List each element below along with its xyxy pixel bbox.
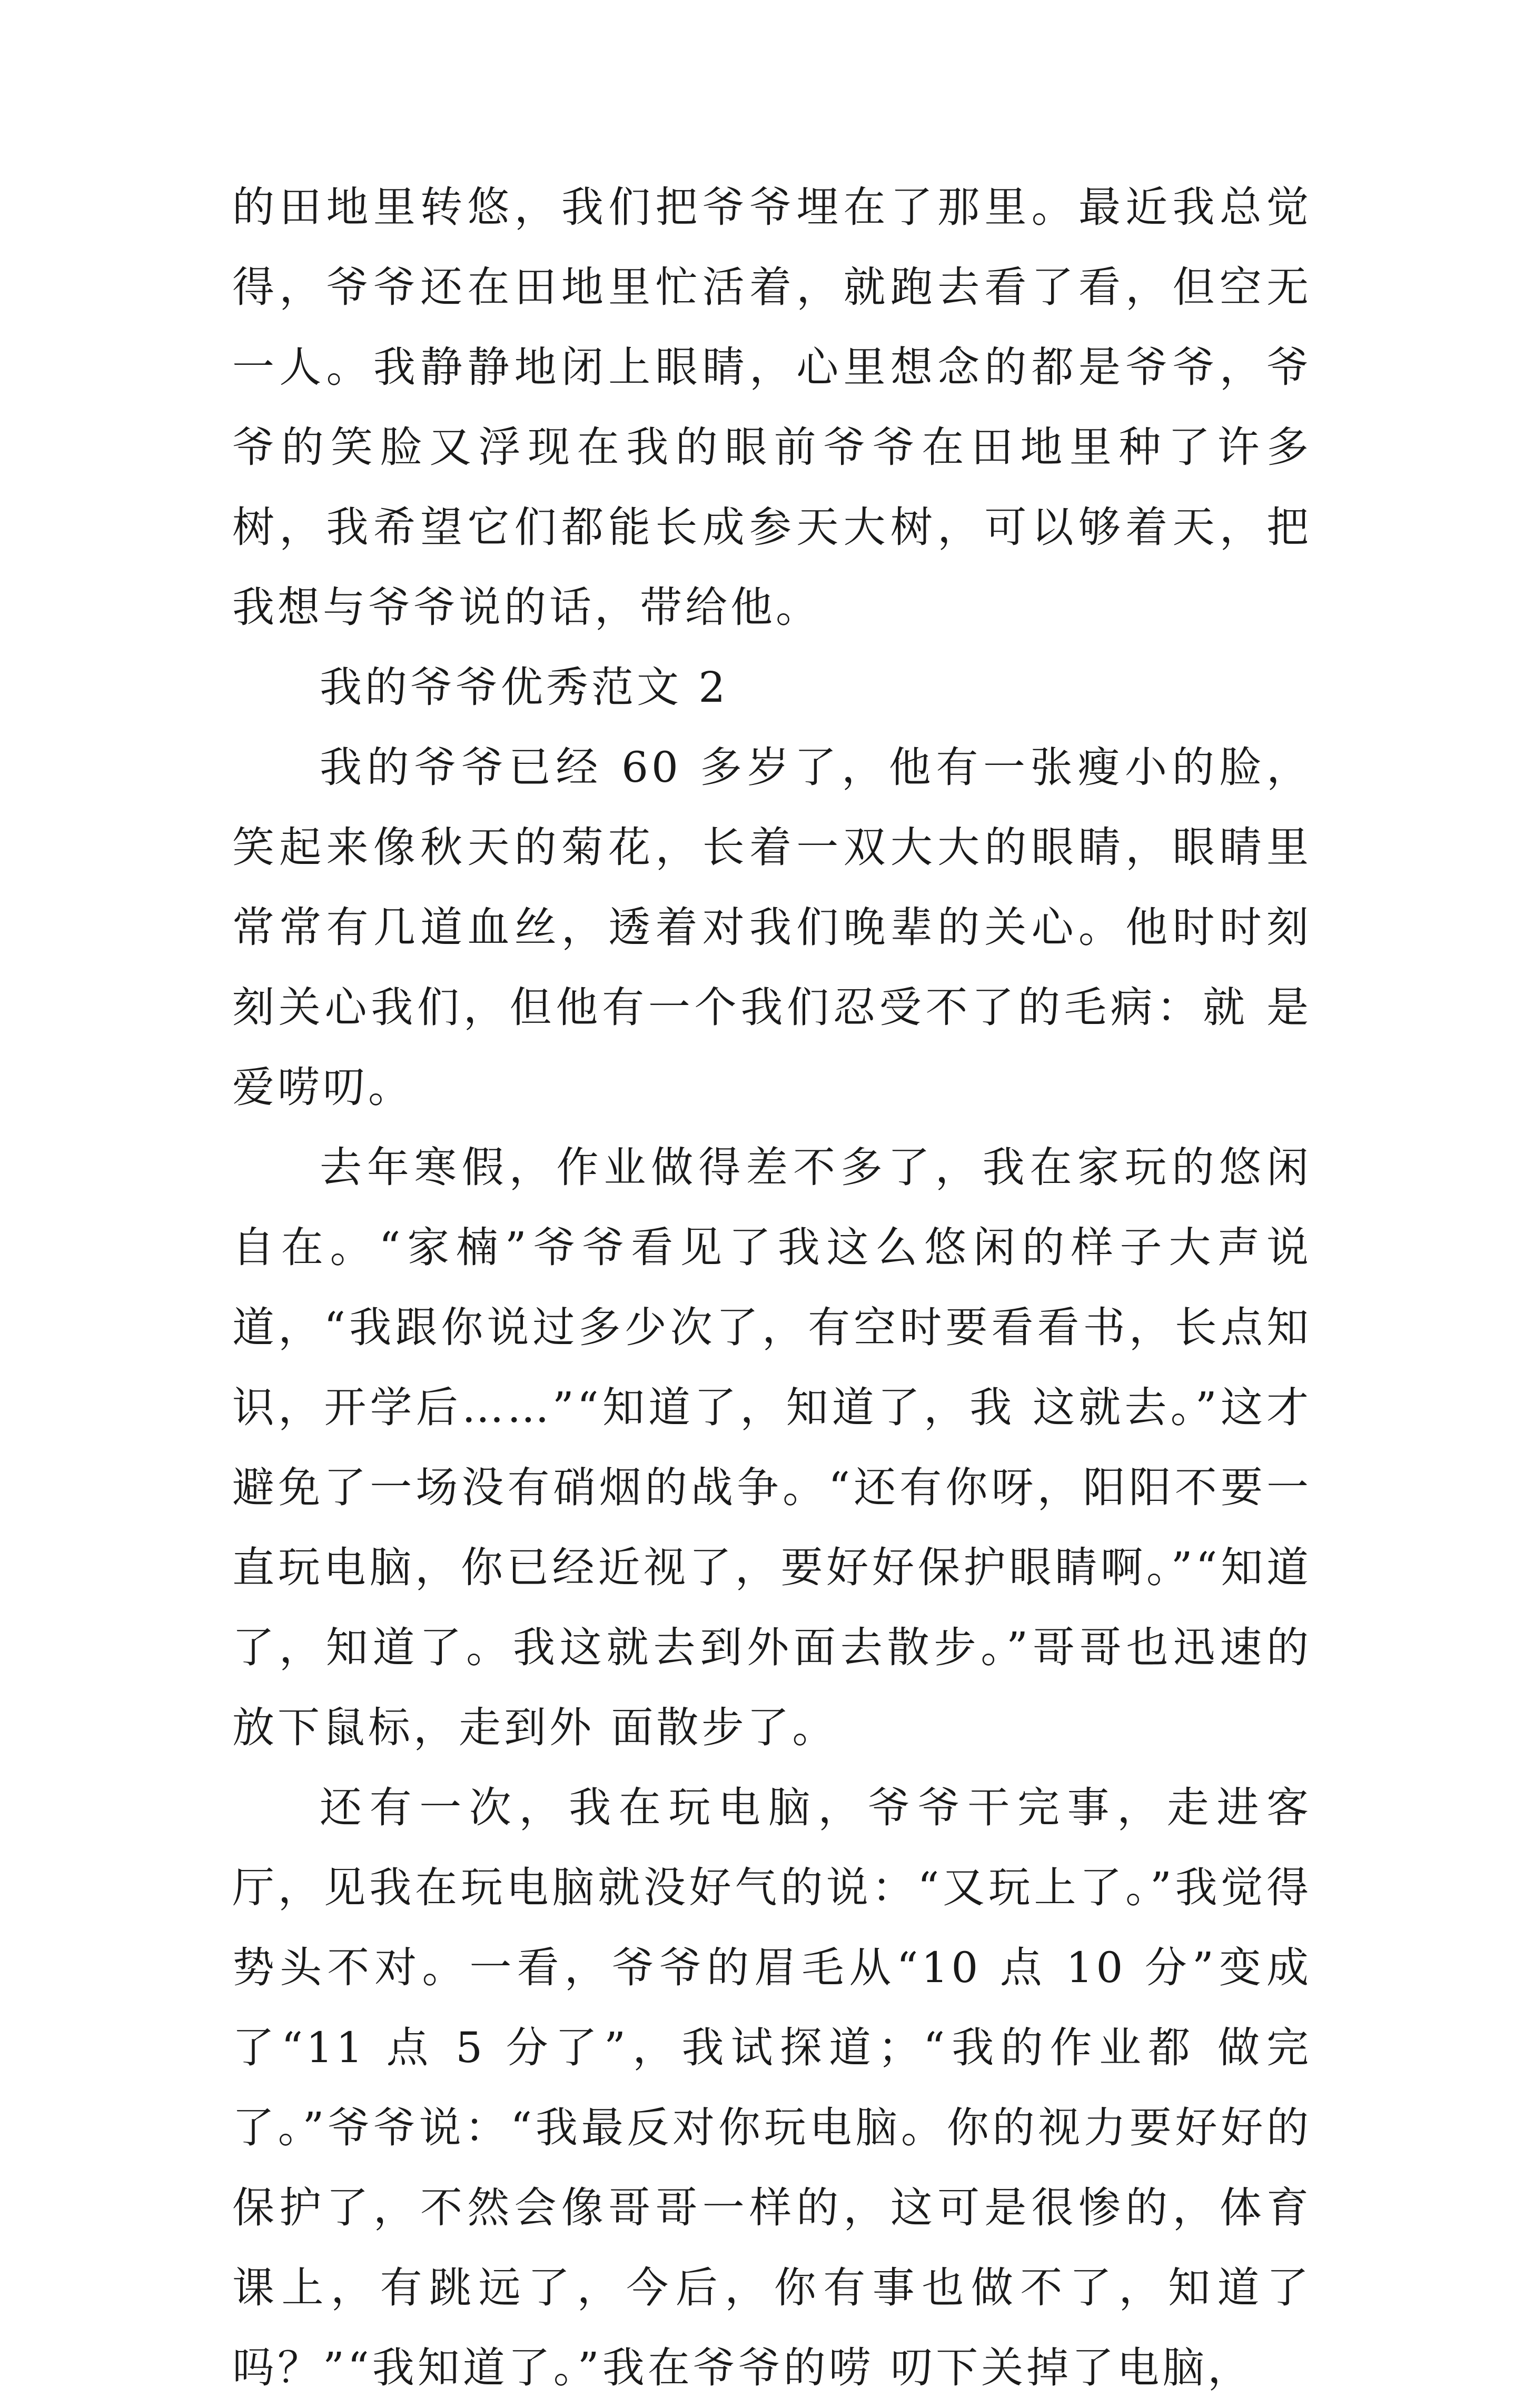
paragraph-continuation: 的田地里转悠，我们把爷爷埋在了那里。最近我总觉得，爷爷还在田地里忙活着，就跑去看了看，但空无一人。我静静地闭上眼睛，心里想念的都是爷爷，爷爷的笑脸又浮现在我的眼前爷爷在田地里种了许多树，我希望它们都能长成参天大树，可以够着天，把我想与爷爷说的话，带给他。 (232, 183, 1312, 632)
paragraph-winter-vacation: 去年寒假，作业做得差不多了，我在家玩的悠闲自在。“家楠”爷爷看见了我这么悠闲的样子大声说道，“我跟你说过多少次了，有空时要看看书，长点知识，开学后……”“知道了，知道了，我 这就去。”这才避免了一场没有硝烟的战争。“还有你呀，阳阳不要一直玩电脑，你已经近视了，要好好保护眼睛啊。”“知道了，知道了。我这就去到外面去散步。”哥哥也迅速的放下鼠标，走到外 面散步了。 (232, 1143, 1312, 1752)
paragraph-computer-story: 还有一次，我在玩电脑，爷爷干完事，走进客厅，见我在玩电脑就没好气的说：“又玩上了。”我觉得势头不对。一看，爷爷的眉毛从“10 点 10 分”变成了“11 点 5 分了”，我试探道；“我的作业都 做完了。”爷爷说：“我最反对你玩电脑。你的视力要好好的保护了，不然会像哥哥一样的，这可是很惨的，体育课上，有跳远了，今后，你有事也做不了，知道了吗？”“我知道了。”我在爷爷的唠 叨下关掉了电脑， (232, 1783, 1312, 2392)
essay-title: 我的爷爷优秀范文 2 (320, 663, 729, 712)
essay-body (232, 167, 1312, 2408)
paragraph-grandpa-description: 我的爷爷已经 60 多岁了，他有一张瘦小的脸，笑起来像秋天的菊花，长着一双大大的眼睛，眼睛里常常有几道血丝，透着对我们晚辈的关心。他时时刻刻关心我们，但他有一个我们忍受不了的毛病：就 是爱唠叨。 (232, 743, 1312, 1112)
